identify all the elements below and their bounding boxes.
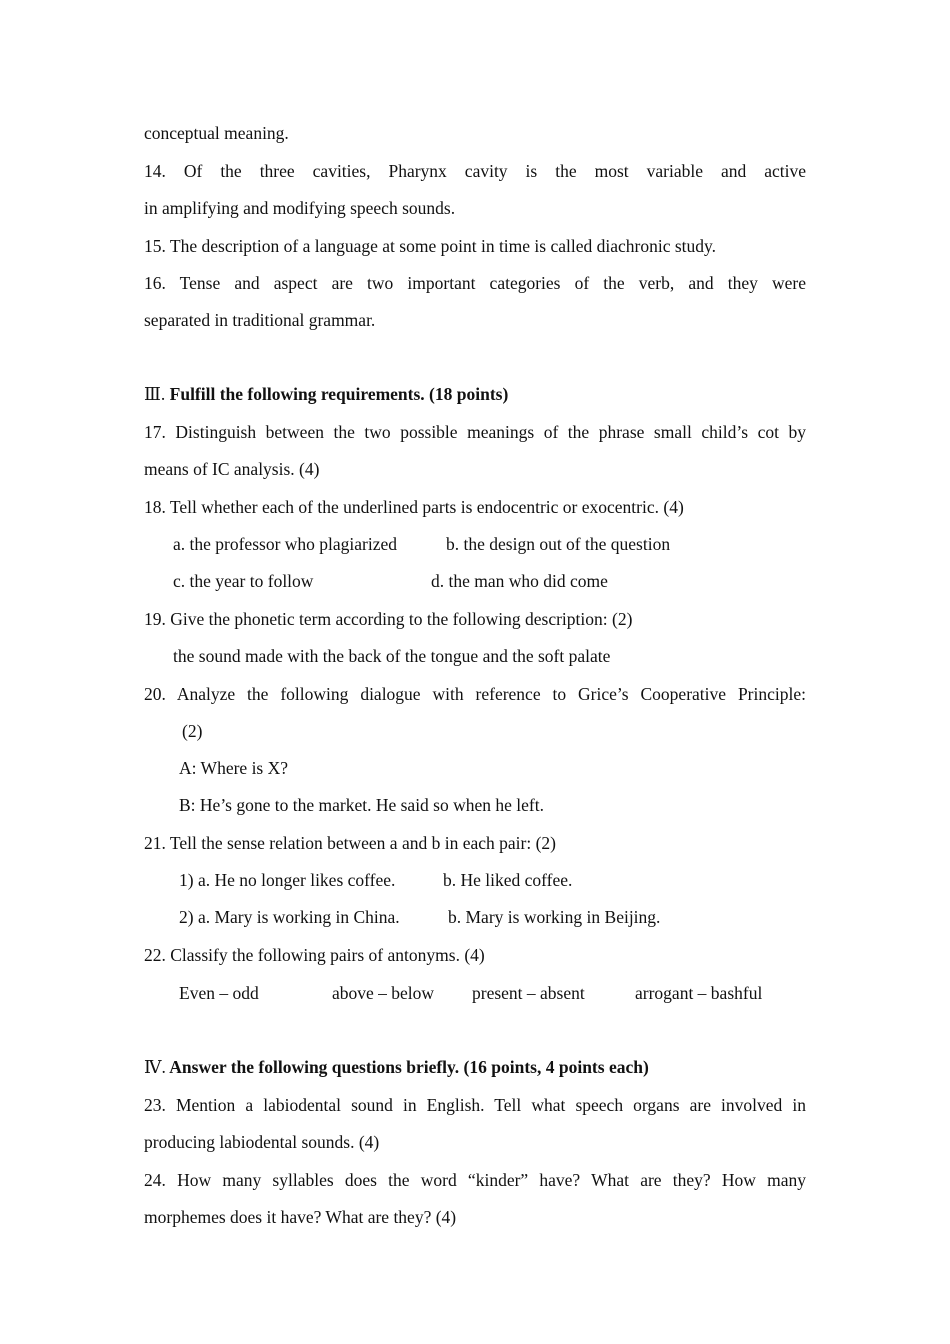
- question-18-option-c: c. the year to follow: [173, 571, 314, 591]
- question-24-line-1: 24. How many syllables does the word “kinder” have? What are they? How many: [144, 1170, 806, 1190]
- antonym-pair: present – absent: [472, 983, 585, 1003]
- section-3-heading: [144, 382, 806, 406]
- question-14-line-2: in amplifying and modifying speech sounds.: [144, 198, 456, 218]
- question-18: 18. Tell whether each of the underlined parts is endocentric or exocentric. (4): [144, 497, 684, 517]
- question-23-line-2: producing labiodental sounds. (4): [144, 1132, 380, 1152]
- section-3-title: Fulfill the following requirements. (18 points): [169, 384, 509, 404]
- section-3-numeral: Ⅲ.: [144, 384, 166, 404]
- question-15: 15. The description of a language at some point in time is called diachronic study.: [144, 236, 717, 256]
- question-20-points: (2): [182, 721, 203, 741]
- antonym-pair: Even – odd: [179, 983, 259, 1003]
- question-19-description: the sound made with the back of the tongue and the soft palate: [173, 646, 611, 666]
- section-4-numeral: Ⅳ.: [144, 1057, 166, 1077]
- section-4-title: Answer the following questions briefly. (16 points, 4 points each): [169, 1057, 649, 1077]
- antonym-pair: above – below: [332, 983, 435, 1003]
- question-21: 21. Tell the sense relation between a and b in each pair: (2): [144, 833, 556, 853]
- section-4-heading: [144, 1055, 806, 1079]
- antonym-pair: arrogant – bashful: [635, 983, 763, 1003]
- question-22: 22. Classify the following pairs of antonyms. (4): [144, 945, 485, 965]
- dialogue-line-b: B: He’s gone to the market. He said so when he left.: [179, 795, 544, 815]
- question-24-line-2: morphemes does it have? What are they? (4): [144, 1207, 457, 1227]
- question-21-pair-2-b: b. Mary is working in Beijing.: [448, 907, 661, 927]
- question-18-option-d: d. the man who did come: [431, 571, 608, 591]
- question-17-line-2: means of IC analysis. (4): [144, 459, 320, 479]
- question-21-pair-1-b: b. He liked coffee.: [443, 870, 573, 890]
- question-20-line-1: 20. Analyze the following dialogue with reference to Grice’s Cooperative Principle:: [144, 684, 806, 704]
- question-21-pair-1-a: 1) a. He no longer likes coffee.: [179, 870, 396, 890]
- question-16-line-1: 16. Tense and aspect are two important categories of the verb, and they were: [144, 273, 806, 293]
- text-line-conceptual-meaning: conceptual meaning.: [144, 123, 289, 143]
- question-18-option-a: a. the professor who plagiarized: [173, 534, 398, 554]
- question-19: 19. Give the phonetic term according to the following description: (2): [144, 609, 633, 629]
- dialogue-line-a: A: Where is X?: [179, 758, 289, 778]
- question-21-pair-2-a: 2) a. Mary is working in China.: [179, 907, 400, 927]
- question-23-line-1: 23. Mention a labiodental sound in English. Tell what speech organs are involved in: [144, 1095, 806, 1115]
- question-17-line-1: 17. Distinguish between the two possible meanings of the phrase small child’s cot by: [144, 422, 806, 442]
- question-18-option-b: b. the design out of the question: [446, 534, 671, 554]
- question-16-line-2: separated in traditional grammar.: [144, 310, 376, 330]
- question-14-line-1: 14. Of the three cavities, Pharynx cavity is the most variable and active: [144, 161, 806, 181]
